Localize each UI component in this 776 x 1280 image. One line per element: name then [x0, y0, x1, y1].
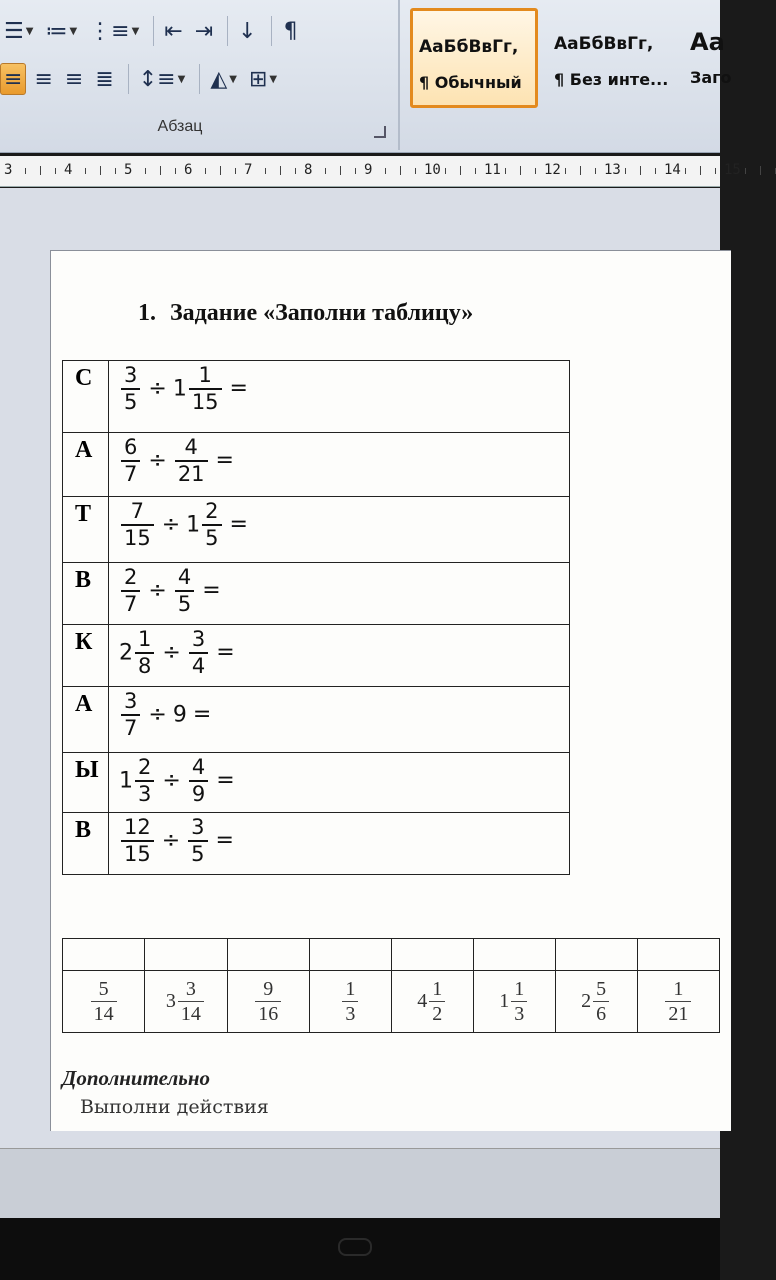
separator: [153, 16, 154, 46]
ruler-tick: [640, 166, 641, 175]
fraction: [178, 977, 204, 1026]
style-sample: АаБбВвГг,: [419, 37, 519, 57]
whole-part: 4: [417, 990, 428, 1012]
answer-letter-cell[interactable]: [555, 939, 637, 971]
style-name: ¶ Без инте...: [554, 70, 669, 89]
ruler-tick: [625, 168, 626, 174]
chevron-down-icon: ▼: [69, 25, 78, 37]
equals-sign: =: [216, 640, 235, 666]
fraction: [175, 565, 194, 617]
task-row: [63, 433, 570, 497]
numerator: 1: [138, 627, 152, 651]
style-normal[interactable]: [410, 8, 538, 108]
task-row: [63, 753, 570, 813]
ruler-number: 11: [484, 162, 501, 178]
ruler-tick: [295, 168, 296, 174]
ruler-number: 7: [244, 162, 253, 178]
ruler-tick: [685, 168, 686, 174]
row-letter: Ы: [63, 753, 109, 813]
fraction: [189, 363, 222, 415]
ruler-tick: [520, 166, 521, 175]
borders-button[interactable]: [245, 63, 281, 95]
row-expression[interactable]: [109, 497, 570, 563]
answer-value-cell: [473, 971, 555, 1033]
numerator: 3: [191, 627, 206, 651]
denominator: 16: [258, 1003, 279, 1025]
numerator: 1: [345, 978, 356, 1000]
task-table: [62, 360, 570, 875]
task-row: [63, 687, 570, 753]
ruler-tick: [445, 168, 446, 174]
numerator: 1: [432, 978, 443, 1000]
ruler-tick: [175, 168, 176, 174]
ruler-tick: [205, 168, 206, 174]
fraction: [202, 499, 221, 551]
task-row: [63, 563, 570, 625]
task-title: [138, 300, 473, 327]
denominator: 9: [191, 781, 206, 806]
ruler-tick: [700, 166, 701, 175]
ruler-tick: [415, 168, 416, 174]
answer-value-cell: [63, 971, 145, 1033]
ruler-tick: [220, 166, 221, 175]
numerator: 3: [124, 363, 138, 387]
ruler-tick: [460, 166, 461, 175]
divide-sign: ÷: [161, 512, 181, 538]
ruler-number: 8: [304, 162, 313, 178]
ruler-tick: [85, 168, 86, 174]
denominator: 15: [124, 525, 151, 550]
fraction: [189, 627, 208, 679]
numbered-list-icon: ≔: [45, 18, 68, 44]
ribbon: [0, 0, 732, 153]
align-right-icon: ≡: [64, 66, 84, 92]
whole-part: 2: [581, 990, 592, 1012]
ruler-tick: [505, 168, 506, 174]
denominator: 2: [432, 1003, 443, 1025]
paragraph-row-2: [0, 60, 285, 98]
task-row: [63, 361, 570, 433]
numerator: 2: [205, 499, 219, 523]
ruler-tick: [595, 168, 596, 174]
extra-title: Дополнительно: [62, 1066, 211, 1090]
answer-letter-cell[interactable]: [473, 939, 555, 971]
denominator: 15: [191, 389, 219, 414]
bullet-list-button[interactable]: [0, 15, 37, 47]
denominator: 5: [124, 389, 138, 414]
ruler-tick: [160, 166, 161, 175]
ruler-number: 15: [724, 162, 741, 178]
ruler-tick: [760, 166, 761, 175]
whole-part: 1: [119, 768, 133, 794]
numerator: 9: [263, 978, 274, 1000]
divide-sign: ÷: [148, 702, 167, 728]
numerator: 7: [130, 499, 145, 523]
row-expression[interactable]: [109, 563, 570, 625]
ruler-number: 14: [664, 162, 681, 178]
ruler-tick: [265, 168, 266, 174]
align-center-icon: ≡: [34, 66, 53, 92]
divide-sign: ÷: [148, 376, 167, 402]
equals-sign: =: [229, 376, 248, 402]
line-spacing-button[interactable]: [135, 63, 190, 95]
equals-sign: =: [229, 512, 248, 538]
denominator: 14: [180, 1003, 201, 1025]
group-divider: [398, 0, 400, 150]
answer-value-cell: [391, 971, 473, 1033]
denominator: 21: [177, 461, 205, 486]
chevron-down-icon: ▼: [269, 73, 278, 85]
fraction: [665, 977, 691, 1026]
ruler-tick: [55, 168, 56, 174]
ruler-tick: [235, 168, 236, 174]
denominator: 5: [191, 841, 205, 866]
ruler-tick: [715, 168, 716, 174]
whole-part: 3: [165, 990, 176, 1012]
row-expression[interactable]: [109, 813, 570, 875]
fraction: [175, 435, 208, 487]
fraction: [135, 755, 154, 807]
task-row: [63, 813, 570, 875]
separator: [271, 16, 272, 46]
row-letter: К: [63, 625, 109, 687]
numerator: 3: [124, 689, 138, 713]
dialog-launcher-icon[interactable]: [374, 126, 386, 138]
ruler-tick: [100, 166, 101, 175]
task-number: 1.: [138, 300, 156, 326]
shading-icon: ◭: [210, 66, 228, 92]
fraction: [135, 627, 154, 679]
denominator: 6: [596, 1003, 607, 1025]
sort-icon: ↓: [238, 18, 257, 44]
answer-letter-cell[interactable]: [145, 939, 227, 971]
row-letter: А: [63, 433, 109, 497]
numerator: 5: [98, 978, 109, 1000]
separator: [199, 64, 200, 94]
task-row: [63, 625, 570, 687]
row-letter: В: [63, 563, 109, 625]
denominator: 7: [124, 461, 138, 486]
pilcrow-icon: ¶: [283, 18, 298, 44]
denominator: 7: [124, 715, 138, 740]
ruler-tick: [385, 168, 386, 174]
numerator: 3: [185, 978, 196, 1000]
numerator: 2: [124, 565, 138, 589]
fraction: [121, 363, 140, 415]
fraction: [121, 815, 154, 867]
separator: [227, 16, 228, 46]
justify-icon: ≣: [95, 66, 114, 92]
fraction: [91, 977, 117, 1026]
ruler-tick: [280, 166, 281, 175]
whole-part: 9: [172, 702, 187, 728]
ruler-tick: [580, 166, 581, 175]
equals-sign: =: [215, 828, 234, 854]
chevron-down-icon: ▼: [25, 25, 34, 37]
numerator: 1: [673, 978, 684, 1000]
fraction: [121, 565, 140, 617]
extra-subtitle: Выполни действия: [80, 1096, 269, 1118]
ruler-tick: [745, 168, 746, 174]
ruler-tick: [355, 168, 356, 174]
denominator: 14: [93, 1003, 114, 1025]
denominator: 5: [205, 525, 219, 550]
answer-letter-row: [63, 939, 720, 971]
answer-value-cell: [309, 971, 391, 1033]
answer-value-cell: [555, 971, 637, 1033]
multilevel-list-button[interactable]: [85, 15, 143, 47]
ruler-tick: [400, 166, 401, 175]
align-right-button[interactable]: [61, 63, 87, 95]
answer-value-cell: [145, 971, 227, 1033]
denominator: 3: [345, 1003, 356, 1025]
style-name: Заго: [690, 68, 732, 87]
answer-table: [62, 938, 720, 1033]
style-heading[interactable]: [682, 8, 742, 108]
style-name: ¶ Обычный: [419, 73, 522, 92]
ruler-number: 4: [64, 162, 73, 178]
numerator: 12: [124, 815, 151, 839]
ruler-tick: [655, 168, 656, 174]
style-no-spacing[interactable]: [546, 8, 674, 108]
whole-part: 1: [172, 376, 187, 402]
numerator: 4: [191, 755, 206, 779]
fraction: [342, 977, 358, 1026]
ruler-number: 13: [604, 162, 621, 178]
numerator: 1: [198, 363, 212, 387]
sort-button[interactable]: [234, 15, 260, 47]
denominator: 5: [177, 591, 192, 616]
numerator: 2: [138, 755, 152, 779]
answer-letter-cell[interactable]: [227, 939, 309, 971]
numerator: 1: [514, 978, 525, 1000]
whole-part: 1: [186, 512, 201, 538]
ruler-tick: [535, 168, 536, 174]
row-expression[interactable]: [109, 625, 570, 687]
ruler-tick: [565, 168, 566, 174]
multilevel-list-icon: ⋮≡: [89, 18, 130, 44]
row-letter: С: [63, 361, 109, 433]
denominator: 8: [138, 653, 152, 678]
shading-button[interactable]: [206, 63, 241, 95]
divide-sign: ÷: [148, 448, 167, 474]
fraction: [121, 689, 140, 741]
answer-value-cell: [227, 971, 309, 1033]
paragraph-group-label: Абзац: [157, 118, 203, 135]
align-center-button[interactable]: [30, 63, 56, 95]
ruler-number: 5: [124, 162, 133, 178]
row-expression[interactable]: [109, 753, 570, 813]
horizontal-ruler[interactable]: [0, 156, 741, 187]
ruler-number: 6: [184, 162, 193, 178]
fraction: [121, 435, 140, 487]
fraction: [121, 499, 154, 551]
fraction: [429, 977, 445, 1026]
whole-part: 1: [499, 990, 510, 1012]
row-expression[interactable]: [109, 687, 570, 753]
numerator: 5: [596, 978, 607, 1000]
numbered-list-button[interactable]: [41, 15, 81, 47]
separator: [128, 64, 129, 94]
equals-sign: =: [202, 578, 221, 604]
answer-letter-cell[interactable]: [63, 939, 145, 971]
ruler-number: 3: [4, 162, 13, 178]
numerator: 4: [184, 435, 198, 459]
ruler-tick: [25, 168, 26, 174]
equals-sign: =: [216, 768, 235, 794]
chevron-down-icon: ▼: [229, 73, 237, 85]
chevron-down-icon: ▼: [131, 25, 140, 37]
ruler-tick: [115, 168, 116, 174]
answer-value-cell: [637, 971, 719, 1033]
chevron-down-icon: ▼: [177, 73, 186, 85]
divide-sign: ÷: [162, 768, 181, 794]
ruler-tick: [40, 166, 41, 175]
ruler-number: 12: [544, 162, 561, 178]
denominator: 3: [138, 781, 152, 806]
row-letter: В: [63, 813, 109, 875]
status-area: [0, 1148, 720, 1219]
decrease-indent-button[interactable]: [160, 15, 186, 47]
logo-icon: [338, 1238, 372, 1256]
ruler-tick: [340, 166, 341, 175]
style-sample: Аа: [690, 28, 725, 56]
divide-sign: ÷: [162, 640, 181, 666]
fraction: [188, 815, 207, 867]
decrease-indent-icon: ⇤: [164, 18, 183, 44]
numerator: 4: [177, 565, 192, 589]
numerator: 6: [124, 435, 138, 459]
justify-button[interactable]: [91, 63, 117, 95]
denominator: 15: [124, 841, 151, 866]
ruler-tick: [475, 168, 476, 174]
ruler-number: 9: [364, 162, 373, 178]
align-left-button[interactable]: [0, 63, 26, 95]
equals-sign: =: [215, 448, 234, 474]
borders-icon: ⊞: [248, 66, 268, 92]
bullet-list-icon: ☰: [4, 18, 24, 44]
divide-sign: ÷: [161, 828, 181, 854]
styles-gallery: [410, 8, 750, 108]
whole-part: 2: [119, 640, 133, 666]
ruler-number: 10: [424, 162, 441, 178]
ruler-tick: [145, 168, 146, 174]
increase-indent-button[interactable]: [191, 15, 217, 47]
fraction: [255, 977, 281, 1026]
answer-value-row: [63, 971, 720, 1033]
denominator: 4: [191, 653, 206, 678]
answer-letter-cell[interactable]: [637, 939, 719, 971]
paragraph-row-1: [0, 12, 308, 50]
equals-sign: =: [192, 702, 212, 728]
denominator: 21: [668, 1003, 689, 1025]
line-spacing-icon: ↕≡: [138, 66, 176, 92]
denominator: 3: [514, 1003, 525, 1025]
answer-letter-cell[interactable]: [391, 939, 473, 971]
denominator: 7: [124, 591, 138, 616]
fraction: [511, 977, 527, 1026]
fraction: [189, 755, 208, 807]
increase-indent-icon: ⇥: [194, 18, 214, 44]
row-letter: А: [63, 687, 109, 753]
row-expression[interactable]: [109, 361, 570, 433]
task-title-text: Задание «Заполни таблицу»: [170, 300, 474, 326]
divide-sign: ÷: [148, 578, 167, 604]
show-marks-button[interactable]: [278, 15, 304, 47]
task-row: [63, 497, 570, 563]
ruler-tick: [325, 168, 326, 174]
answer-letter-cell[interactable]: [309, 939, 391, 971]
row-letter: Т: [63, 497, 109, 563]
style-sample: АаБбВвГг,: [554, 34, 654, 54]
align-left-icon: ≡: [4, 66, 23, 92]
numerator: 3: [191, 815, 205, 839]
row-expression[interactable]: [109, 433, 570, 497]
fraction: [593, 977, 609, 1026]
